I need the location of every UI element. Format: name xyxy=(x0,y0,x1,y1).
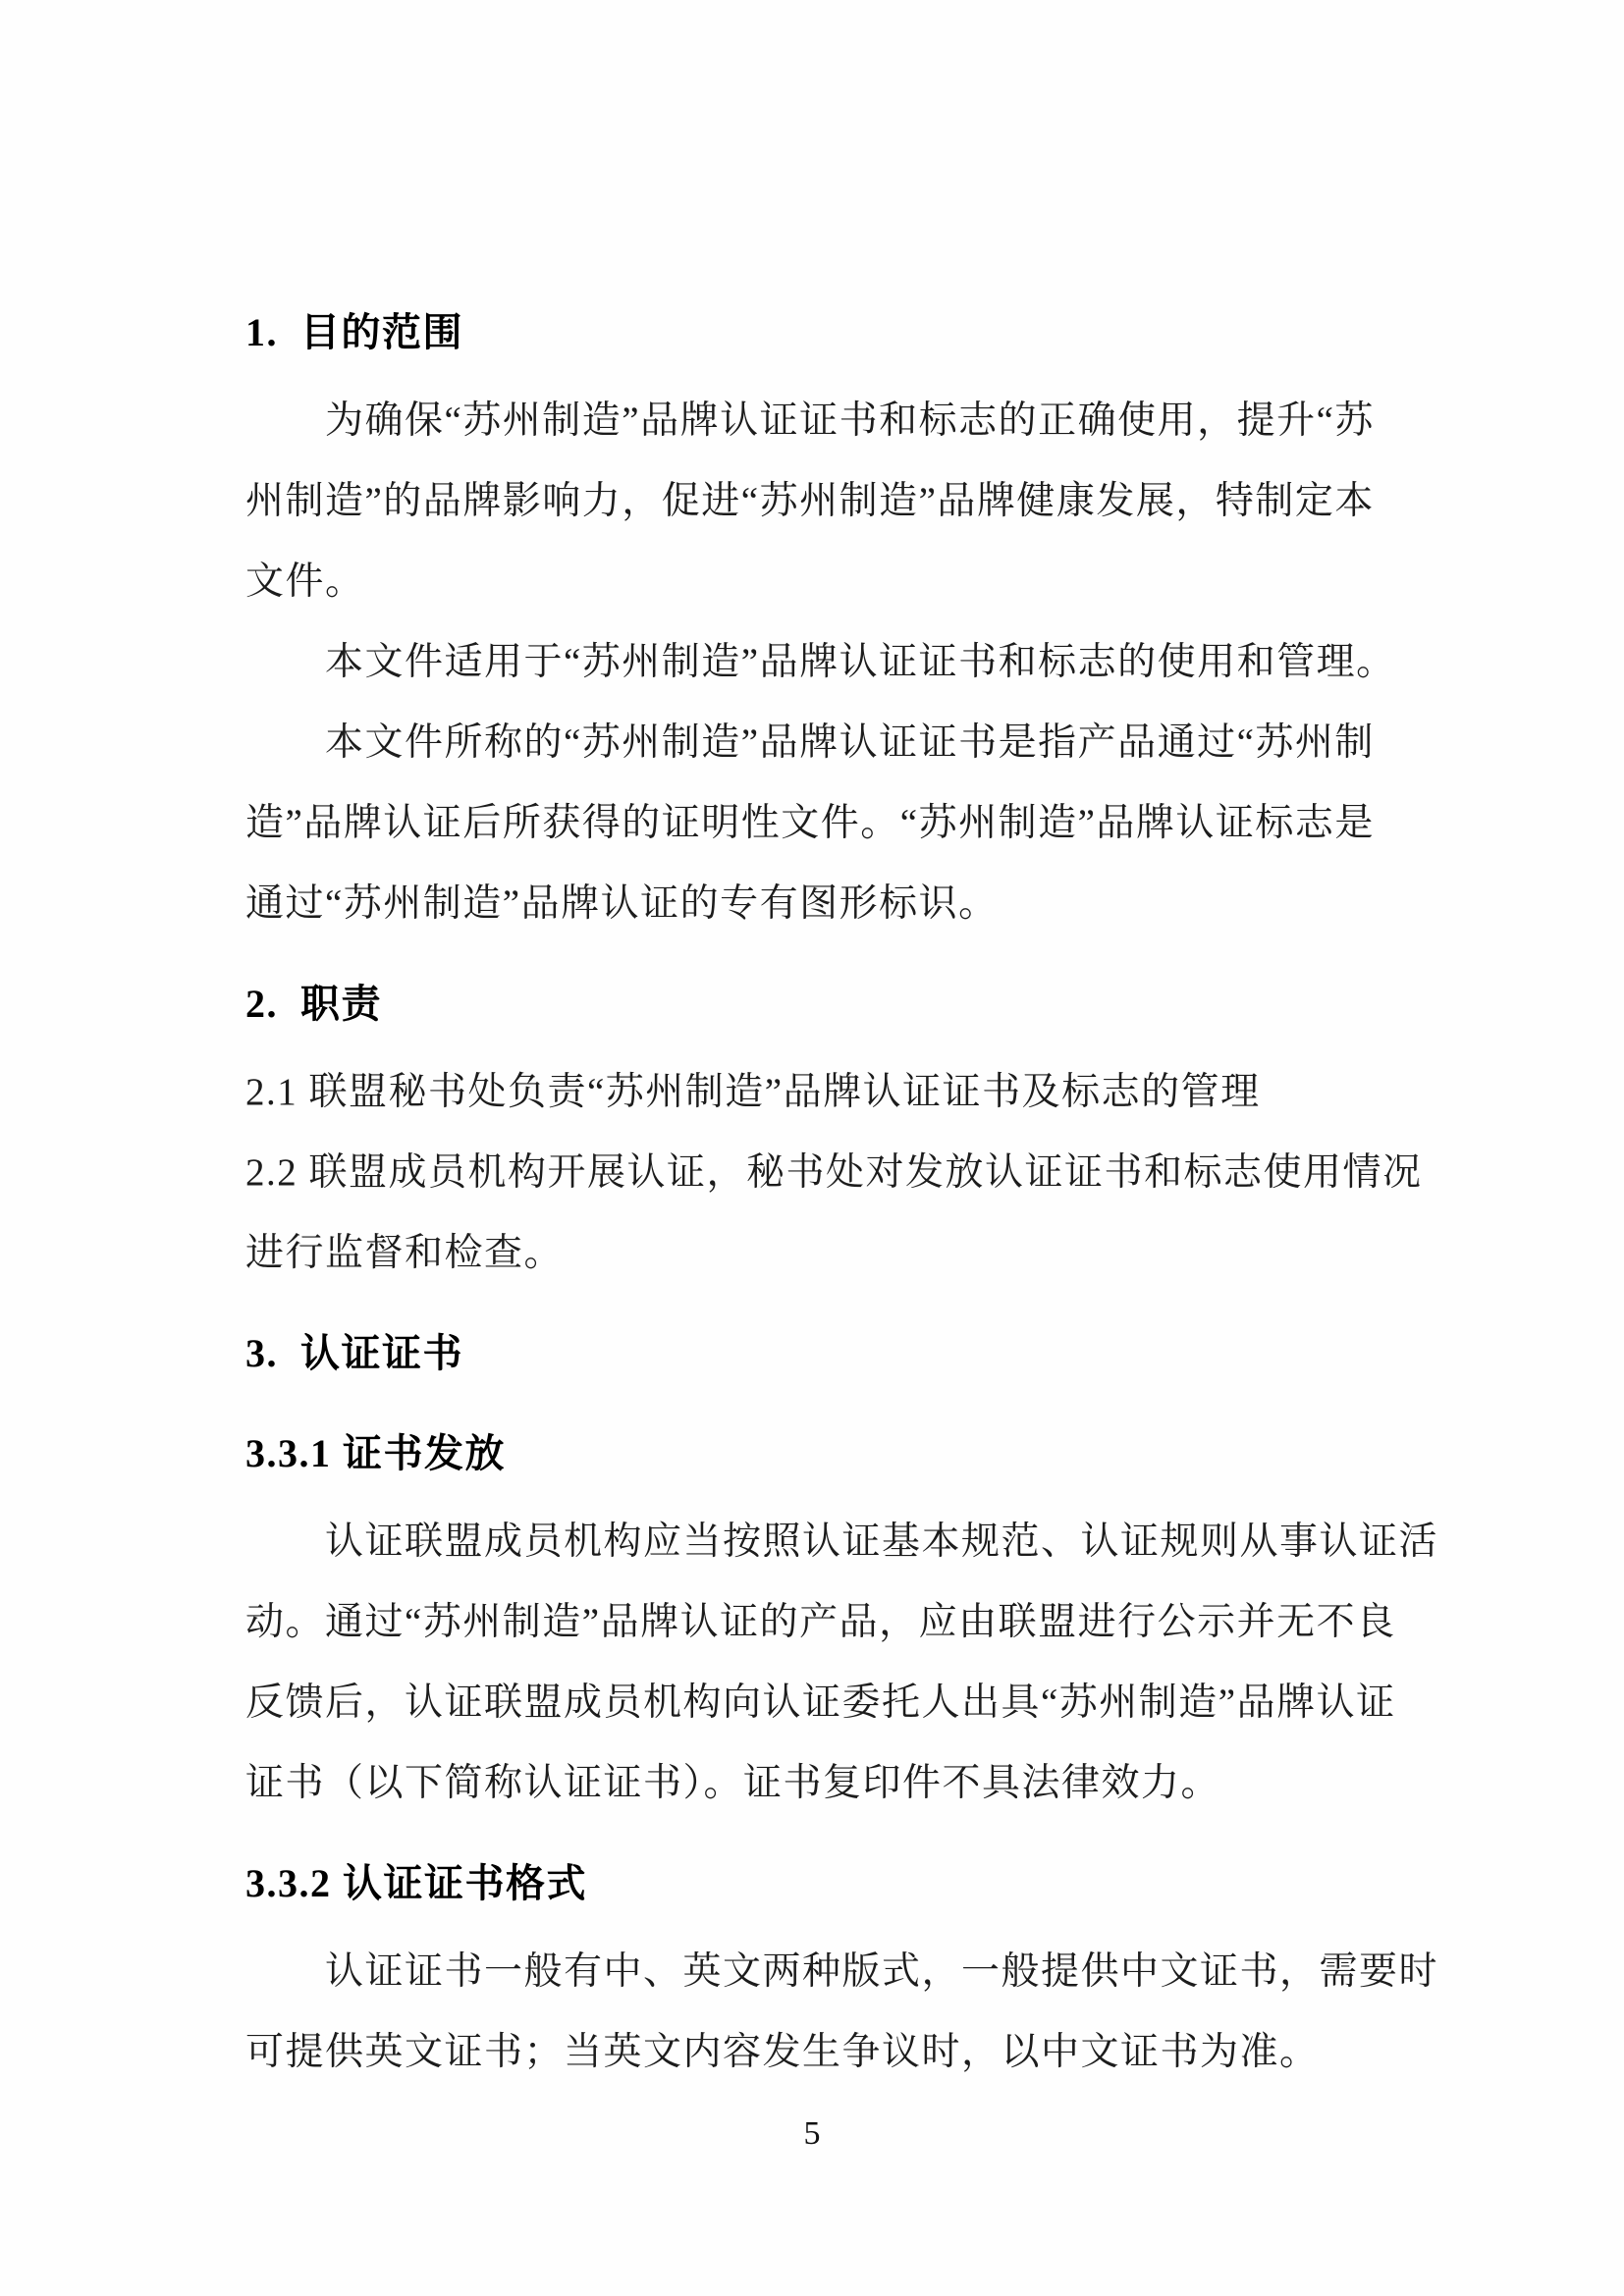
text-line: 本文件所称的“苏州制造”品牌认证证书是指产品通过“苏州制 xyxy=(325,721,1375,764)
section-heading: 3. 认证证书 xyxy=(245,1331,463,1375)
text-line: 文件。 xyxy=(245,561,365,603)
text-line: 2.1 联盟秘书处负责“苏州制造”品牌认证证书及标志的管理 xyxy=(245,1071,1261,1113)
text-line: 证书（以下简称认证证书）。证书复印件不具法律效力。 xyxy=(245,1762,1221,1804)
text-line: 动。通过“苏州制造”品牌认证的产品，应由联盟进行公示并无不良 xyxy=(245,1601,1396,1643)
text-line: 通过“苏州制造”品牌认证的专有图形标识。 xyxy=(245,882,999,925)
text-line: 反馈后，认证联盟成员机构向认证委托人出具“苏州制造”品牌认证 xyxy=(245,1682,1396,1724)
section-heading: 2. 职责 xyxy=(245,982,382,1026)
section-heading: 3.3.2 认证证书格式 xyxy=(245,1861,587,1905)
text-line: 可提供英文证书；当英文内容发生争议时，以中文证书为准。 xyxy=(245,2031,1320,2073)
text-line: 造”品牌认证后所获得的证明性文件。“苏州制造”品牌认证标志是 xyxy=(245,802,1375,844)
document-body xyxy=(245,293,1439,2093)
text-line: 州制造”的品牌影响力，促进“苏州制造”品牌健康发展，特制定本 xyxy=(245,480,1375,522)
text-line: 进行监督和检查。 xyxy=(245,1232,565,1274)
section-heading: 3.3.1 证书发放 xyxy=(245,1431,506,1475)
text-line: 认证证书一般有中、英文两种版式，一般提供中文证书，需要时 xyxy=(325,1950,1439,1993)
section-heading: 1. 目的范围 xyxy=(245,310,463,354)
text-line: 认证联盟成员机构应当按照认证基本规范、认证规则从事认证活 xyxy=(325,1521,1439,1563)
page-number: 5 xyxy=(803,2115,821,2152)
text-line: 本文件适用于“苏州制造”品牌认证证书和标志的使用和管理。 xyxy=(325,641,1396,683)
text-line: 2.2 联盟成员机构开展认证，秘书处对发放认证证书和标志使用情况 xyxy=(245,1151,1423,1194)
text-line: 为确保“苏州制造”品牌认证证书和标志的正确使用，提升“苏 xyxy=(325,400,1375,442)
